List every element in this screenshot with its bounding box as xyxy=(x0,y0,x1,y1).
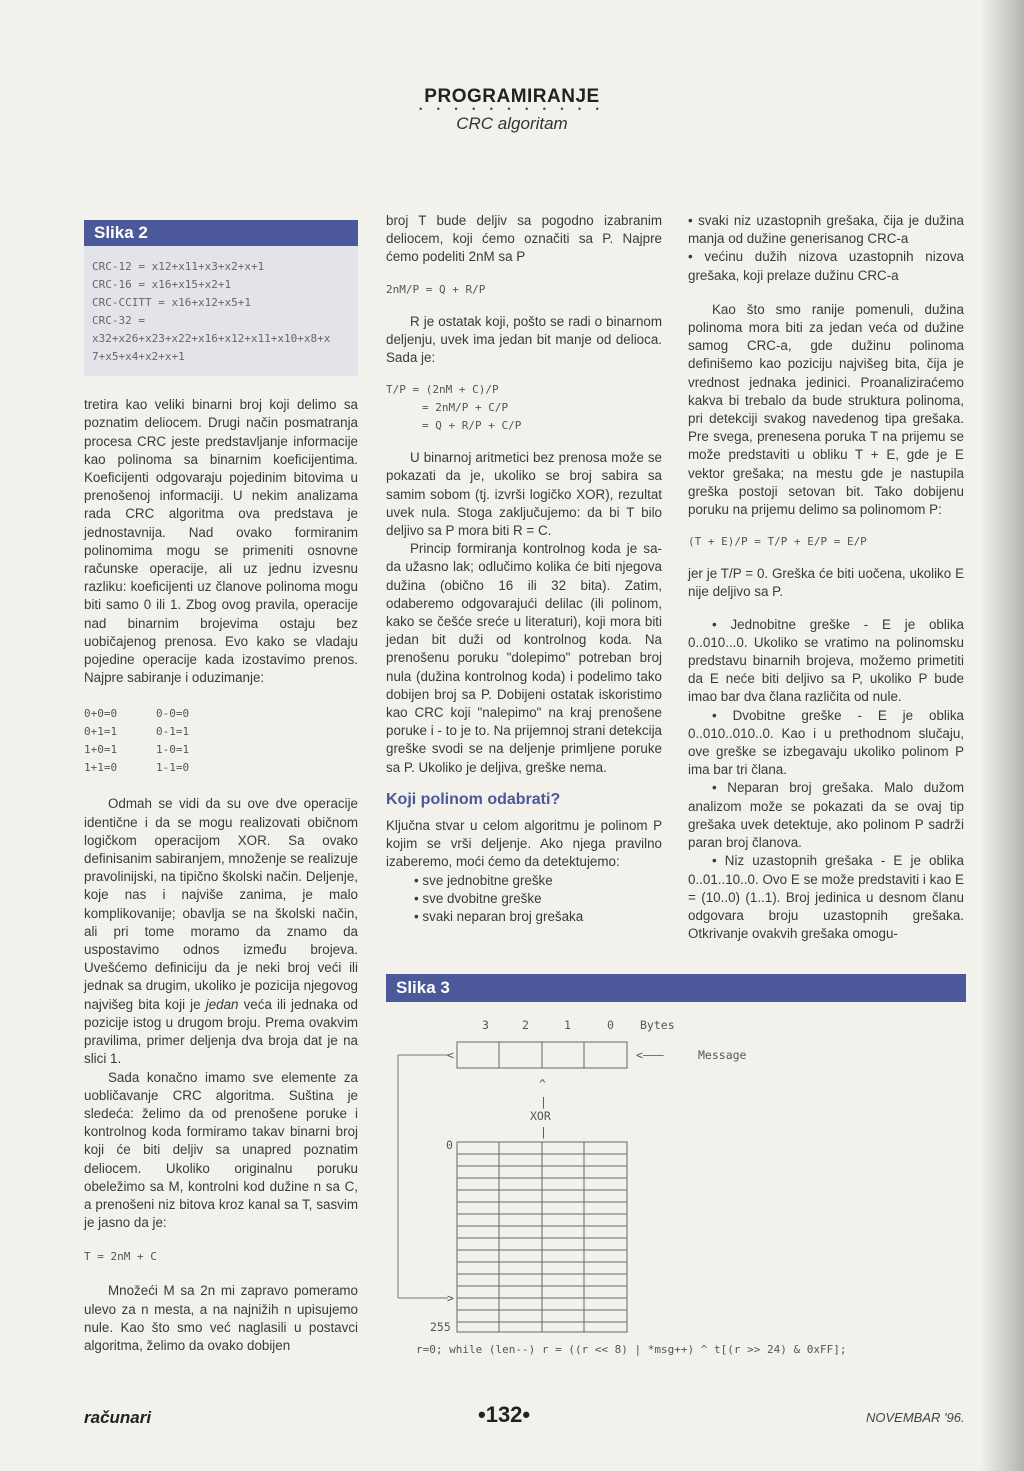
table-start-label: 0 xyxy=(446,1138,453,1152)
pipe-glyph: | xyxy=(540,1125,547,1139)
figure-2-line: x32+x26+x23+x22+x16+x12+x11+x10+x8+x xyxy=(92,332,331,346)
figure-2-line: CRC-12 = x12+x11+x3+x2+x+1 xyxy=(92,260,265,274)
figure-3-title: Slika 3 xyxy=(386,974,966,1002)
paragraph-text: Jednobitne greške - E je oblika 0..010...0. Ukoliko se vratimo na polinomsku predstavu binarnih brojeva, možemo primetiti da E neće biti deljivo sa P, ukoliko P bude imao bar dva člana različita od nule. xyxy=(688,616,964,705)
bullet-text: svaki niz uzastopnih grešaka, čija je dužina manja od dužine generisanog CRC-a xyxy=(688,213,964,247)
paragraph: • Neparan broj grešaka. Malo dužom analizom može se pokazati da se ovaj tip grešaka uvek detektuje, ako polinom P sadrži paran broj članova. xyxy=(688,780,964,851)
figure-2-body xyxy=(84,246,358,376)
bullet-text: većinu dužih nizova uzastopnih nizova grešaka, koji prelaze dužinu CRC-a xyxy=(688,249,964,283)
paragraph: • Jednobitne greške - E je oblika 0..010...0. Ukoliko se vratimo na polinomsku predstavu binarnih brojeva, možemo primetiti da E neće biti deljivo sa P, ukoliko P bude imao bar dva člana različita od nule. xyxy=(688,616,964,705)
column-3 xyxy=(688,212,964,943)
header-dots: • • • • • • • • • • • xyxy=(419,104,605,114)
paragraph: tretira kao veliki binarni broj koji delimo sa poznatim deliocem. Drugi način posmatranja procesa CRC jeste predstavljanje informacije kao polinoma sa binarnim koeficijentima. Koeficijenti odgovaraju pojedinim bitovima u prenošenoj informaciji. U nekim analizama rada CRC algoritma ova predstava je jednostavnija. Nad ovako formiranim polinomima mogu se primeniti osnovne računske operacije, ali uz jednu izvesnu razliku: koeficijenti uz članove polinoma mogu biti samo 0 ili 1. Zbog ovog pravila, operacije nad binarnim brojevima ostaju bez uobičajenog prenosa. Evo kako se vladaju pojedine operacije kada izostavimo prenos. Najpre sabiranje i oduzimanje: xyxy=(84,397,358,686)
figure-2 xyxy=(84,220,358,376)
paragraph: U binarnoj aritmetici bez prenosa može se pokazati da je, ukoliko se broj sabira sa samim sobom (tj. izvrši logičko XOR), rezultat uvek nula. Stoga zaključujemo: da bi T bilo deljivo sa P mora biti R = C. xyxy=(386,450,662,539)
op-sub: 1-0=1 xyxy=(156,743,190,757)
page-header xyxy=(0,86,1024,134)
bullet-paragraph: • većinu dužih nizova uzastopnih nizova grešaka, koji prelaze dužinu CRC-a xyxy=(688,249,964,283)
list-item-text: svaki neparan broj grešaka xyxy=(422,909,584,925)
paragraph-text: Odmah se vidi da su ove dve operacije identične i da se mogu realizovati običnom logičkom operacijom XOR. Sa ovako definisanim sabiranjem, množenje se realizuje pravolinijski, na tipično školski način. Deljenje, koje nas i najviše zanima, je malo komplikovanije; obavlja se na školski način, ali pri tome moramo da znamo da uspostavimo odnos između brojeva. Uvešćemo definiciju da je neki broj veći ili jednak sa drugim, ukoliko je pozicija njegovog najvišeg bita koji je xyxy=(84,796,358,1012)
op-add: 1+0=1 xyxy=(84,743,118,757)
paragraph: R je ostatak koji, pošto se radi o binarnom deljenju, uvek ima jedan bit manje od delioca. Sada je: xyxy=(386,313,662,366)
page-number: •132• xyxy=(478,1402,531,1427)
formula: 2nM/P = Q + R/P xyxy=(386,282,486,296)
section-title: PROGRAMIRANJE xyxy=(424,86,600,107)
byte-label: 2 xyxy=(522,1018,529,1032)
column-1 xyxy=(84,220,358,1355)
paragraph xyxy=(84,795,358,1068)
bytes-label: Bytes xyxy=(640,1018,675,1032)
figure-3-diagram xyxy=(386,1008,966,1358)
figure-3 xyxy=(386,974,966,1002)
formula-line: = Q + R/P + C/P xyxy=(422,419,522,433)
page-edge-shadow xyxy=(980,0,1024,1471)
section-heading: Koji polinom odabrati? xyxy=(386,790,561,808)
list-item-text: sve dvobitne greške xyxy=(422,890,542,906)
op-sub: 0-1=1 xyxy=(156,725,190,739)
formula-block xyxy=(386,381,662,435)
formula-line: T/P = (2nM + C)/P xyxy=(386,383,499,397)
xor-label: XOR xyxy=(530,1109,551,1123)
paragraph: Princip formiranja kontrolnog koda je sa-da užasno lak; odlučimo kolika će biti njegova dužina (obično 16 ili 32 bita). Zatim, odaberemo odgovarajući delilac (ili polinom, kako se češće sreće u literaturi), koji mora biti jedan bit duži od kontrolnog koda. Na prenošenu poruku "dolepimo" potreban broj nula (dužina kontrolnog koda) i podelimo tako dobijen broj sa P. Dobijeni ostatak iskoristimo kao CRC koji "nalepimo" na kraj prenošene poruke i - to je to. Na prijemnoj strani detekcija greške svodi se na deljenje primljene poruke sa P. Ukoliko je deljiva, greške nema. xyxy=(386,541,662,775)
list-item-text: sve jednobitne greške xyxy=(422,872,553,888)
figure-2-title: Slika 2 xyxy=(84,220,358,246)
paragraph: Množeći M sa 2n mi zapravo pomeramo ulevo za n mesta, a na najnižih n upisujemo nule. Kao što smo već naglasili u postavci algoritma, želimo da ovako dobijen xyxy=(84,1283,358,1353)
column-2 xyxy=(386,212,662,926)
paragraph-text: Dvobitne greške - E je oblika 0..010..010..0. Kao i u prethodnom slučaju, ove greške se izbegavaju ukoliko polinom P ima bar tri člana. xyxy=(688,707,964,778)
op-sub: 0-0=0 xyxy=(156,707,190,721)
figure-2-line: 7+x5+x4+x2+x+1 xyxy=(92,350,185,364)
list-item: • sve jednobitne greške xyxy=(414,872,553,888)
detect-list xyxy=(386,872,662,927)
list-item: • sve dvobitne greške xyxy=(414,890,542,906)
paragraph-text: Neparan broj grešaka. Malo dužom analizom može se pokazati da se ovaj tip grešaka uvek detektuje, ako polinom P sadrži paran broj članova. xyxy=(688,780,964,851)
figure-2-line: CRC-CCITT = x16+x12+x5+1 xyxy=(92,296,251,310)
subsection-title: CRC algoritam xyxy=(456,114,568,133)
bullet-paragraph: • svaki niz uzastopnih grešaka, čija je dužina manja od dužine generisanog CRC-a xyxy=(688,213,964,247)
lookup-table xyxy=(457,1142,627,1332)
paragraph: Kao što smo ranije pomenuli, dužina polinoma mora biti za jedan veća od dužine samog CRC-a, gde dužinu polinoma definišemo kao poziciju najvišeg bita, čija je vrednost jednaka jedinici. Proanaliziraćemo kakva bi trebalo da bude struktura polinoma, pri detekciji svakog navedenog tipa grešaka. Pre svega, prenesena poruka T na prijemu se može predstaviti u obliku T + E, gde je E vektor grešaka; na mestu gde je nastupila greška postoji setovan bit. Tako dobijenu poruku na prijemu delimo sa polinomom P: xyxy=(688,301,964,518)
paragraph: broj T bude deljiv sa pogodno izabranim deliocem, koji ćemo označiti sa P. Najpre ćemo podeliti 2nM sa P xyxy=(386,213,662,265)
paragraph: • Dvobitne greške - E je oblika 0..010..010..0. Kao i u prethodnom slučaju, ove greške se izbegavaju ukoliko polinom P ima bar tri člana. xyxy=(688,707,964,778)
table-end-label: 255 xyxy=(430,1320,451,1334)
formula: T = 2nM + C xyxy=(84,1250,157,1264)
figure-2-line: CRC-16 = x16+x15+x2+1 xyxy=(92,278,232,292)
paragraph: jer je T/P = 0. Greška će biti uočena, ukoliko E nije deljivo sa P. xyxy=(688,566,964,600)
paragraph: Sada konačno imamo sve elemente za uobličavanje CRC algoritma. Suština je sledeća: želimo da od prenošene poruke i kontrolnog koda formiramo takav binarni broj koji će biti deljiv sa unapred poznatim deliocem. Ukoliko originalnu poruku obeležimo sa M, kontrolni kod dužine n sa C, a prenošeni niz bitova kroz kanal sa T, sasvim je jasno da je: xyxy=(84,1069,358,1231)
message-register xyxy=(457,1042,627,1068)
paragraph: • Niz uzastopnih grešaka - E je oblika 0..01..10..0. Ovo E se može predstaviti i kao E = (10..0) (1..1). Broj jedinica u desnom članu odgovara broju uzastopnih grešaka. Otkrivanje ovakvih grešaka omogu- xyxy=(688,853,964,942)
message-label: Message xyxy=(698,1048,747,1062)
op-add: 0+0=0 xyxy=(84,707,118,721)
footer-magazine-name: računari xyxy=(84,1408,152,1427)
byte-label: 0 xyxy=(607,1018,614,1032)
paragraph: Ključna stvar u celom algoritmu je polinom P kojim se vrši deljenje. Ako njega pravilno izaberemo, moći ćemo da detektujemo: xyxy=(386,818,662,870)
pipe-glyph: | xyxy=(540,1095,547,1109)
arrow-left-glyph: < xyxy=(447,1048,454,1062)
formula: (T + E)/P = T/P + E/P = E/P xyxy=(688,535,867,549)
arrow-right-glyph: > xyxy=(447,1291,454,1305)
paragraph-text: Niz uzastopnih grešaka - E je oblika 0..01..10..0. Ovo E se može predstaviti i kao E = (10..0) (1..1). Broj jedinica u desnom članu odgovara broju uzastopnih grešaka. Otkrivanje ovakvih grešaka omogu- xyxy=(688,853,964,942)
op-add: 1+1=0 xyxy=(84,761,118,775)
op-sub: 1-1=0 xyxy=(156,761,190,775)
op-add: 0+1=1 xyxy=(84,725,118,739)
formula-line: = 2nM/P + C/P xyxy=(422,401,509,415)
up-arrow-glyph: ^ xyxy=(539,1077,546,1091)
list-item: • svaki neparan broj grešaka xyxy=(414,909,584,925)
figure-2-line: CRC-32 = xyxy=(92,314,145,328)
paragraph-text: veća ili jednaka od pozicije istog u drugom broju. Prema ovakvim pravilima, primer deljenja dva broja dat je na slici 1. xyxy=(84,996,358,1067)
footer-issue-date: NOVEMBAR '96. xyxy=(866,1410,965,1425)
byte-label: 1 xyxy=(564,1018,571,1032)
message-arrow: <——— xyxy=(636,1048,664,1062)
crc-code-line: r=0; while (len--) r = ((r << 8) | *msg++) ^ t[(r >> 24) & 0xFF]; xyxy=(416,1343,847,1356)
operations-table xyxy=(84,705,358,777)
byte-label: 3 xyxy=(482,1018,489,1032)
emphasis: jedan xyxy=(205,996,239,1012)
